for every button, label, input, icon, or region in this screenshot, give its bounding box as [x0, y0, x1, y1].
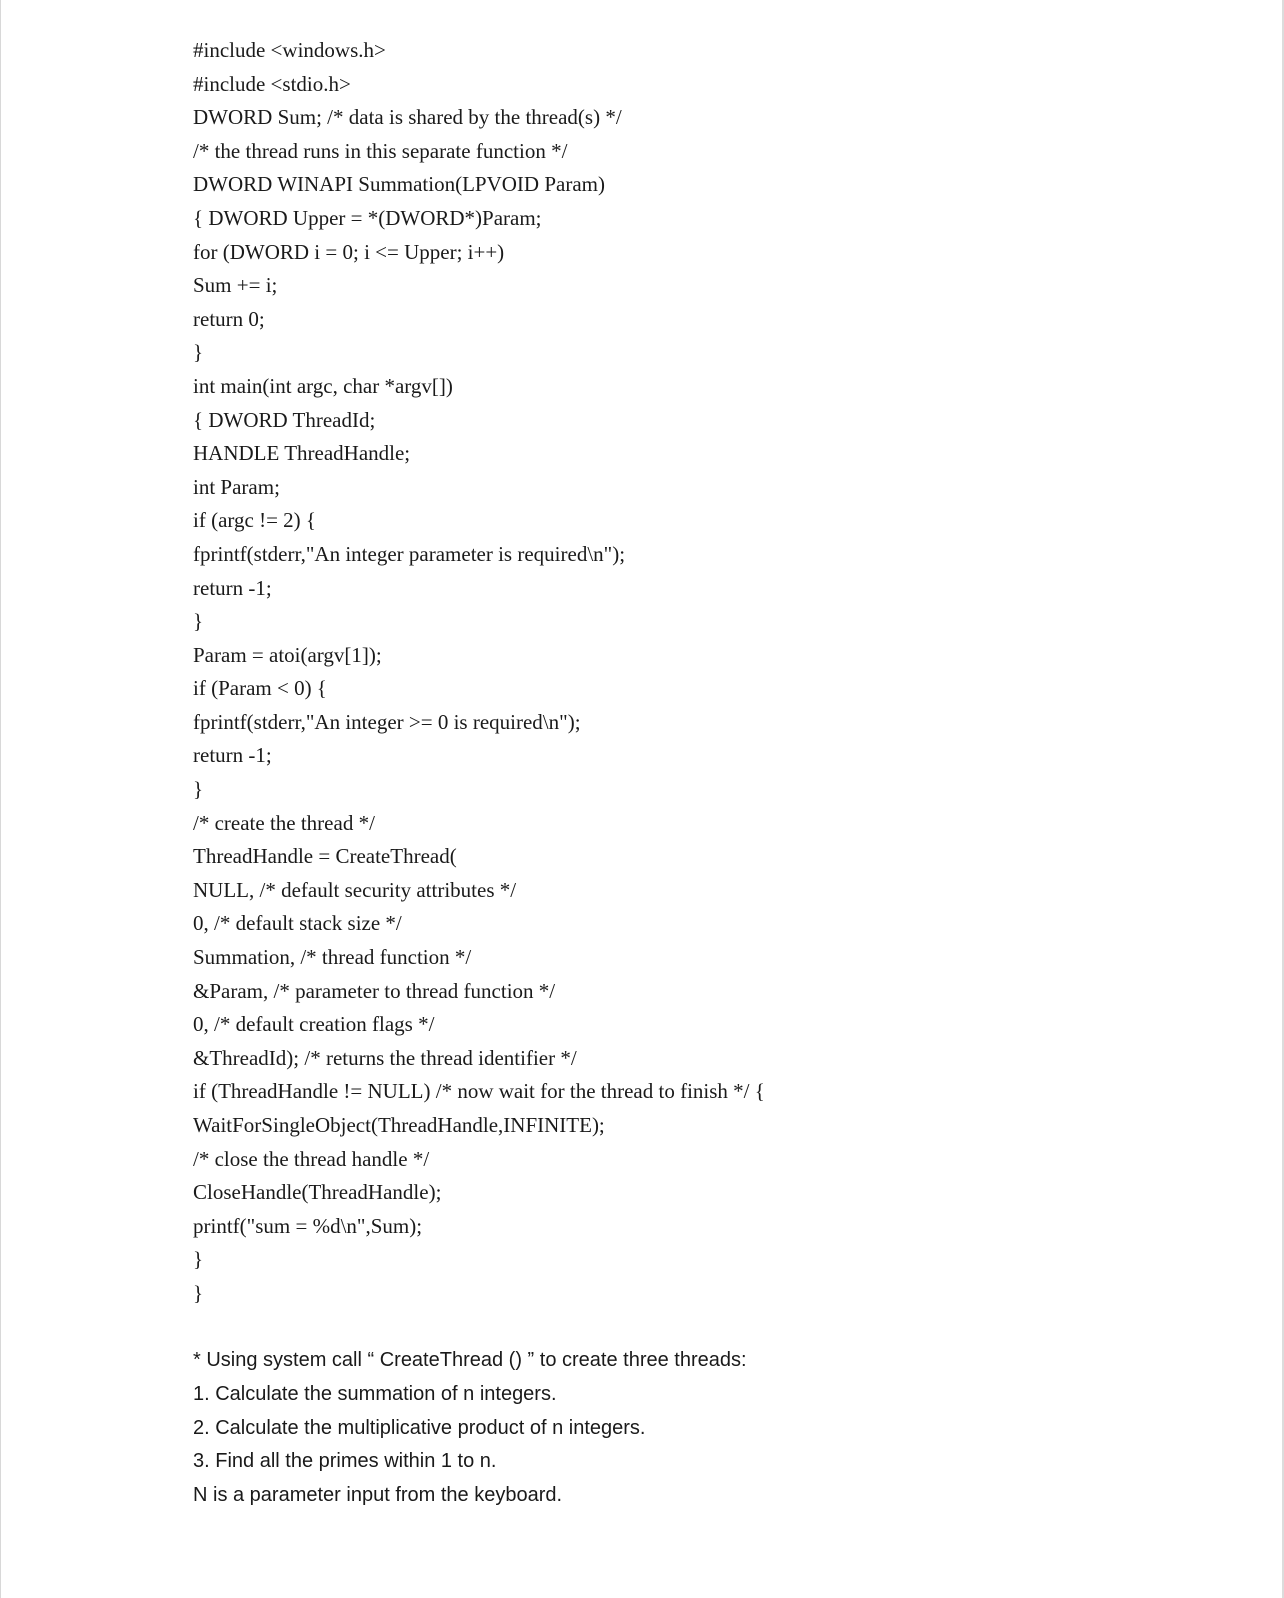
task-intro: * Using system call “ CreateThread () ” to create three threads: [193, 1349, 747, 1371]
code-line: return 0; [193, 306, 265, 331]
code-line: &ThreadId); /* returns the thread identifier */ [193, 1045, 577, 1070]
code-line: } [193, 1247, 204, 1272]
code-line: Param = atoi(argv[1]); [193, 642, 382, 667]
code-line: fprintf(stderr,"An integer parameter is required\n"); [193, 541, 626, 566]
code-line: /* create the thread */ [193, 810, 375, 835]
code-line: #include <windows.h> [193, 38, 386, 62]
code-line: ThreadHandle = CreateThread( [193, 844, 457, 869]
code-line: int main(int argc, char *argv[]) [193, 373, 453, 398]
code-line: { DWORD ThreadId; [193, 407, 376, 432]
code-line: HANDLE ThreadHandle; [193, 441, 411, 466]
code-line: } [193, 609, 204, 634]
code-line: WaitForSingleObject(ThreadHandle,INFINITE); [193, 1113, 605, 1137]
code-line: CloseHandle(ThreadHandle); [193, 1180, 442, 1205]
code-line: 0, /* default creation flags */ [193, 1012, 435, 1037]
code-line: for (DWORD i = 0; i <= Upper; i++) [193, 239, 505, 264]
page-left-edge [0, 0, 1, 1598]
task-item-primes: 3. Find all the primes within 1 to n. [193, 1450, 497, 1473]
code-line: } [193, 340, 204, 365]
code-line: &Param, /* parameter to thread function */ [193, 978, 556, 1003]
code-line: int Param; [193, 474, 280, 499]
code-line: if (ThreadHandle != NULL) /* now wait for the thread to finish */ { [193, 1079, 765, 1104]
code-line: } [193, 1280, 204, 1305]
code-line: fprintf(stderr,"An integer >= 0 is required\n"); [193, 709, 581, 734]
code-line: { DWORD Upper = *(DWORD*)Param; [193, 205, 542, 230]
code-line: /* close the thread handle */ [193, 1146, 430, 1171]
task-item-product: 2. Calculate the multiplicative product of n integers. [193, 1416, 646, 1439]
code-line: return -1; [193, 575, 272, 600]
code-line: } [193, 777, 204, 802]
code-line: return -1; [193, 743, 272, 768]
code-line: Sum += i; [193, 273, 278, 298]
code-line: #include <stdio.h> [193, 71, 351, 96]
task-item-summation: 1. Calculate the summation of n integers. [193, 1382, 557, 1405]
assignment-instructions [193, 1344, 1093, 1513]
code-line: /* the thread runs in this separate function */ [193, 138, 568, 163]
code-line: 0, /* default stack size */ [193, 911, 402, 936]
code-line: if (Param < 0) { [193, 676, 327, 701]
code-line: printf("sum = %d\n",Sum); [193, 1213, 423, 1238]
code-line: DWORD WINAPI Summation(LPVOID Param) [193, 172, 605, 197]
code-listing [193, 34, 1093, 1311]
task-note-input: N is a parameter input from the keyboard. [193, 1484, 563, 1507]
code-line: if (argc != 2) { [193, 508, 316, 533]
code-line: NULL, /* default security attributes */ [193, 877, 517, 902]
code-line: DWORD Sum; /* data is shared by the thread(s) */ [193, 105, 622, 130]
code-line: Summation, /* thread function */ [193, 945, 472, 970]
